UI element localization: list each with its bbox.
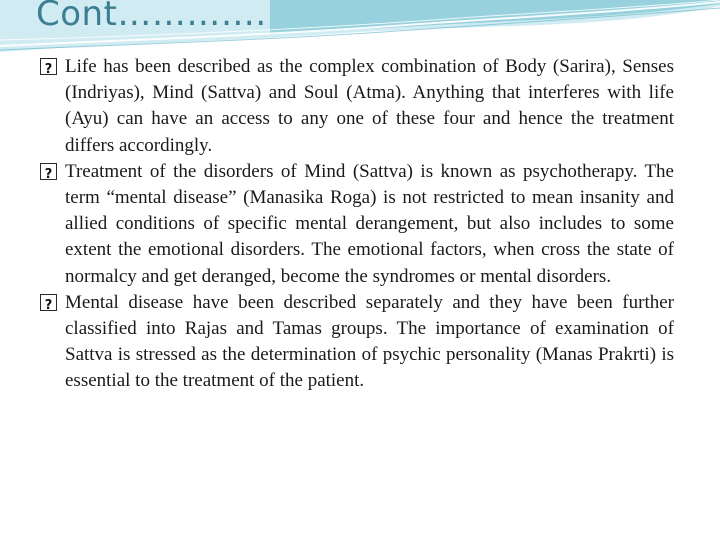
missing-glyph-box-icon xyxy=(40,163,57,180)
paragraph-text: Mental disease have been described separately and they have been further classified into Rajas and Tamas groups. The importance of examination of Sattva is stressed as the determination of psychic personality (Manas Prakrti) is essential to the treatment of the patient. xyxy=(65,291,674,392)
bullet-paragraph xyxy=(40,290,674,395)
missing-glyph-box-icon xyxy=(40,58,57,75)
bullet-paragraph xyxy=(40,54,674,159)
missing-glyph-box-icon xyxy=(40,294,57,311)
slide-body xyxy=(40,54,674,395)
paragraph-text: Treatment of the disorders of Mind (Sattva) is known as psychotherapy. The term “mental disease” (Manasika Roga) is not restricted to mean insanity and allied conditions of specific mental derangement, but also includes to some extent the emotional disorders. The emotional factors, when cross the state of normalcy and get deranged, become the syndromes or mental disorders. xyxy=(65,160,674,287)
bullet-paragraph xyxy=(40,159,674,290)
slide-title: Cont…………. xyxy=(36,0,267,34)
paragraph-text: Life has been described as the complex combination of Body (Sarira), Senses (Indriyas), Mind (Sattva) and Soul (Atma). Anything that interferes with life (Ayu) can have an access to any one of these four and hence the treatment differs accordingly. xyxy=(65,56,674,156)
